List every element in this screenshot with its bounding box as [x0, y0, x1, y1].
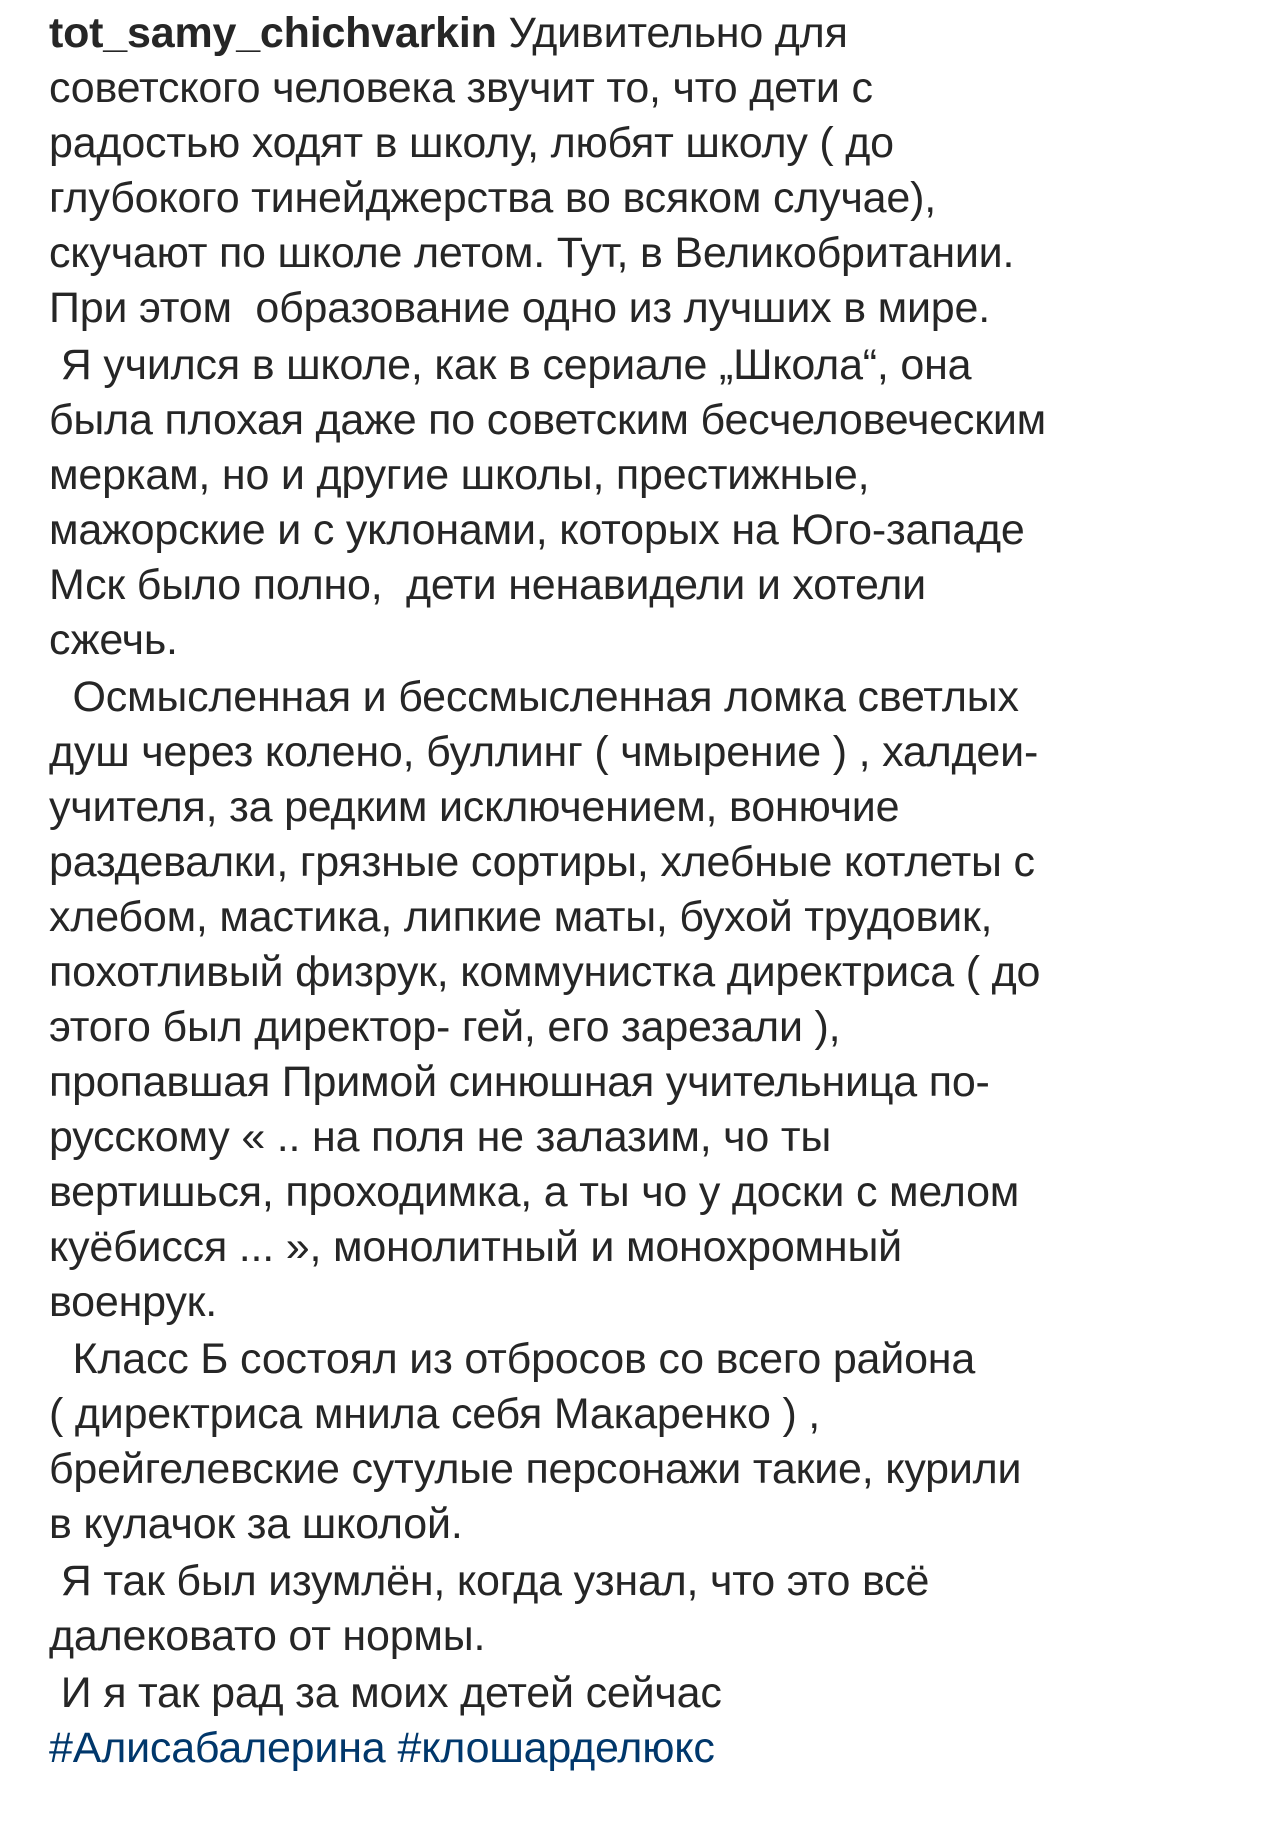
caption-line: Мск было полно, дети ненавидели и хотели	[49, 561, 926, 609]
caption-line: душ через колено, буллинг ( чмырение ) , халдеи-	[49, 728, 1039, 776]
caption-line: хлебом, мастика, липкие маты, бухой трудовик,	[49, 893, 993, 941]
caption-line: глубокого тинейджерства во всяком случае),	[49, 174, 936, 222]
hashtag-link[interactable]: #клошарделюкс	[397, 1724, 715, 1772]
caption-text: Удивительно для	[496, 9, 848, 57]
caption-line: раздевалки, грязные сортиры, хлебные котлеты с	[49, 838, 1035, 886]
caption-line: брейгелевские сутулые персонажи такие, курили	[49, 1445, 1022, 1493]
caption-line: куёбисся ... », монолитный и монохромный	[49, 1223, 902, 1271]
caption-line: Я учился в школе, как в сериале „Школа“, она	[49, 341, 972, 389]
caption-line: военрук.	[49, 1278, 218, 1326]
caption-line: похотливый физрук, коммунистка директриса ( до	[49, 948, 1041, 996]
caption-line: учителя, за редким исключением, вонючие	[49, 783, 900, 831]
post-username-link[interactable]: tot_samy_chichvarkin	[49, 9, 497, 57]
caption-line: Класс Б состоял из отбросов со всего района	[49, 1335, 976, 1383]
caption-line: русскому « .. на поля не залазим, чо ты	[49, 1113, 832, 1161]
caption-line: При этом образование одно из лучших в мире.	[49, 284, 990, 332]
post-caption	[49, 6, 1259, 1776]
caption-line: в кулачок за школой.	[49, 1500, 463, 1548]
caption-line: ( директриса мнила себя Макаренко ) ,	[49, 1390, 821, 1438]
caption-line: пропавшая Примой синюшная учительница по-	[49, 1058, 990, 1106]
caption-line: меркам, но и другие школы, престижные,	[49, 451, 870, 499]
caption-line: И я так рад за моих детей сейчас	[49, 1669, 722, 1717]
caption-line: далековато от нормы.	[49, 1612, 486, 1660]
caption-line: этого был директор- гей, его зарезали ),	[49, 1003, 841, 1051]
caption-line: радостью ходят в школу, любят школу ( до	[49, 119, 894, 167]
caption-line: скучают по школе летом. Тут, в Великобритании.	[49, 229, 1015, 277]
hashtag-line	[49, 1721, 1259, 1776]
hashtag-link[interactable]: #Алисабалерина	[49, 1724, 386, 1772]
caption-line: мажорские и с уклонами, которых на Юго-западе	[49, 506, 1025, 554]
caption-line: Осмысленная и бессмысленная ломка светлых	[49, 673, 1019, 721]
caption-line: Я так был изумлён, когда узнал, что это всё	[49, 1557, 930, 1605]
caption-line: сжечь.	[49, 616, 178, 664]
caption-line: советского человека звучит то, что дети с	[49, 64, 873, 112]
caption-line: вертишься, проходимка, а ты чо у доски с мелом	[49, 1168, 1020, 1216]
caption-line: была плохая даже по советским бесчеловеческим	[49, 396, 1047, 444]
caption-line-1	[49, 6, 1259, 61]
